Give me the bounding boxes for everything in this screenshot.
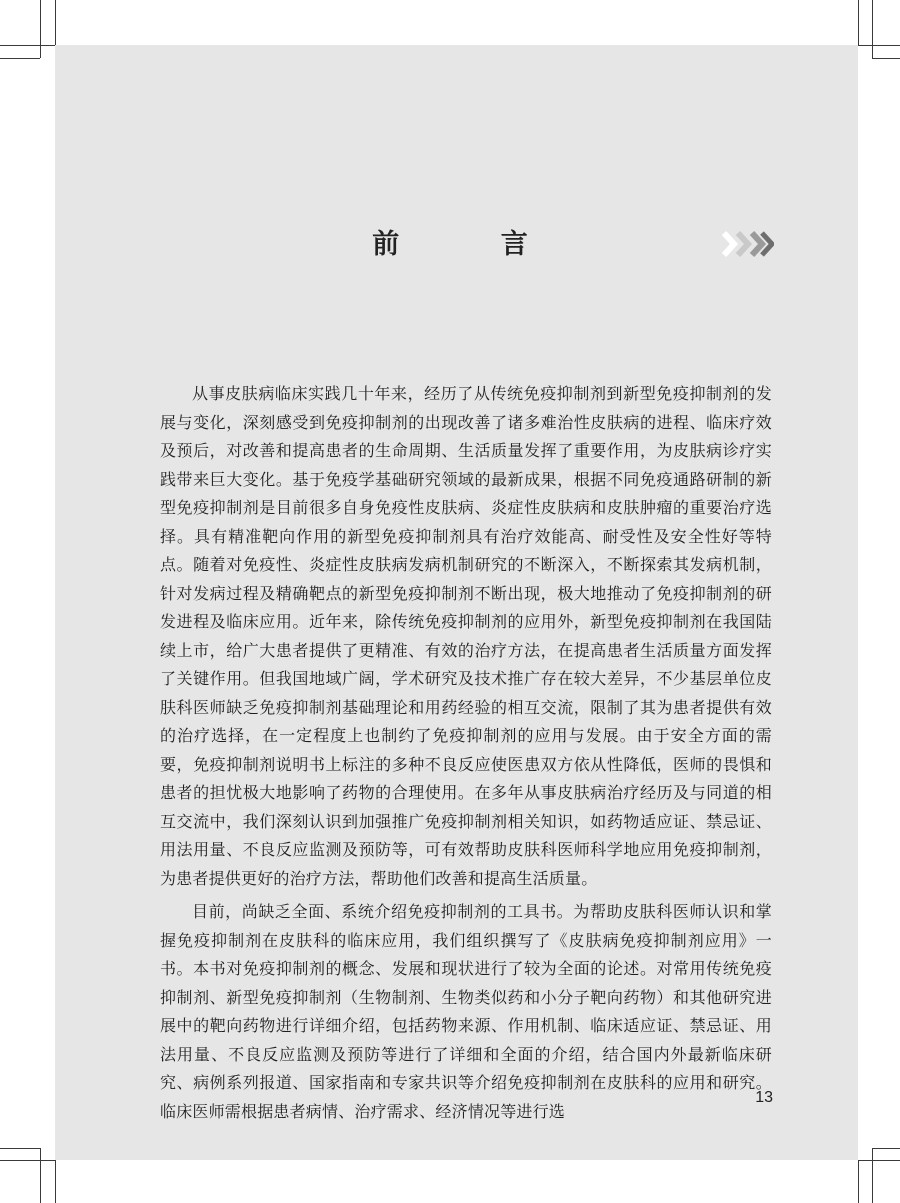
crop-mark <box>872 1148 873 1203</box>
paragraph: 从事皮肤病临床实践几十年来，经历了从传统免疫抑制剂到新型免疫抑制剂的发展与变化，深刻感受到免疫抑制剂的出现改善了诸多难治性皮肤病的进程、临床疗效及预后，对改善和提高患者的生命周期、生活质量发挥了重要作用，为皮肤病诊疗实践带来巨大变化。基于免疫学基础研究领域的最新成果，根据不同免疫通路研制的新型免疫抑制剂是目前很多自身免疫性皮肤病、炎症性皮肤病和皮肤肿瘤的重要治疗选择。具有精准靶向作用的新型免疫抑制剂具有治疗效能高、耐受性及安全性好等特点。随着对免疫性、炎症性皮肤病发病机制研究的不断深入，不断探索其发病机制，针对发病过程及精确靶点的新型免疫抑制剂不断出现，极大地推动了免疫抑制剂的研发进程及临床应用。近年来，除传统免疫抑制剂的应用外，新型免疫抑制剂在我国陆续上市，给广大患者提供了更精准、有效的治疗方法，在提高患者生活质量方面发挥了关键作用。但我国地域广阔，学术研究及技术推广存在较大差异，不少基层单位皮肤科医师缺乏免疫抑制剂基础理论和用药经验的相互交流，限制了其为患者提供有效的治疗选择，在一定程度上也制约了免疫抑制剂的应用与发展。由于安全方面的需要，免疫抑制剂说明书上标注的多种不良反应使医患双方依从性降低，医师的畏惧和患者的担忧极大地影响了药物的合理使用。在多年从事皮肤病治疗经历及与同道的相互交流中，我们深刻认识到加强推广免疫抑制剂相关知识，如药物适应证、禁忌证、用法用量、不良反应监测及预防等，可有效帮助皮肤科医师科学地应用免疫抑制剂，为患者提供更好的治疗方法，帮助他们改善和提高生活质量。 <box>160 384 772 888</box>
page-number: 13 <box>755 1089 773 1106</box>
crop-mark <box>858 45 900 46</box>
crop-mark <box>858 0 859 45</box>
crop-mark <box>0 1160 55 1161</box>
crop-mark <box>0 58 40 59</box>
crop-mark <box>55 0 56 45</box>
crop-mark <box>40 1148 41 1203</box>
crop-mark <box>858 1160 859 1203</box>
preface-body <box>160 380 772 1126</box>
crop-mark <box>0 1148 40 1149</box>
paragraph: 目前，尚缺乏全面、系统介绍免疫抑制剂的工具书。为帮助皮肤科医师认识和掌握免疫抑制剂在皮肤科的临床应用，我们组织撰写了《皮肤病免疫抑制剂应用》一书。本书对免疫抑制剂的概念、发展和现状进行了较为全面的论述。对常用传统免疫抑制剂、新型免疫抑制剂（生物制剂、生物类似药和小分子靶向药物）和其他研究进展中的靶向药物进行详细介绍，包括药物来源、作用机制、临床适应证、禁忌证、用法用量、不良反应监测及预防等进行了详细和全面的介绍，结合国内外最新临床研究、病例系列报道、国家指南和专家共识等介绍免疫抑制剂在皮肤科的应用和研究。临床医师需根据患者病情、治疗需求、经济情况等进行选 <box>160 902 772 1121</box>
triple-chevron-right-icon <box>722 229 774 259</box>
crop-mark <box>872 58 900 59</box>
crop-mark <box>858 1160 900 1161</box>
crop-mark <box>40 0 41 58</box>
crop-mark <box>0 45 55 46</box>
crop-mark <box>55 1160 56 1203</box>
page-title: 前 言 <box>372 229 574 260</box>
crop-mark <box>872 1148 900 1149</box>
crop-mark <box>872 0 873 58</box>
